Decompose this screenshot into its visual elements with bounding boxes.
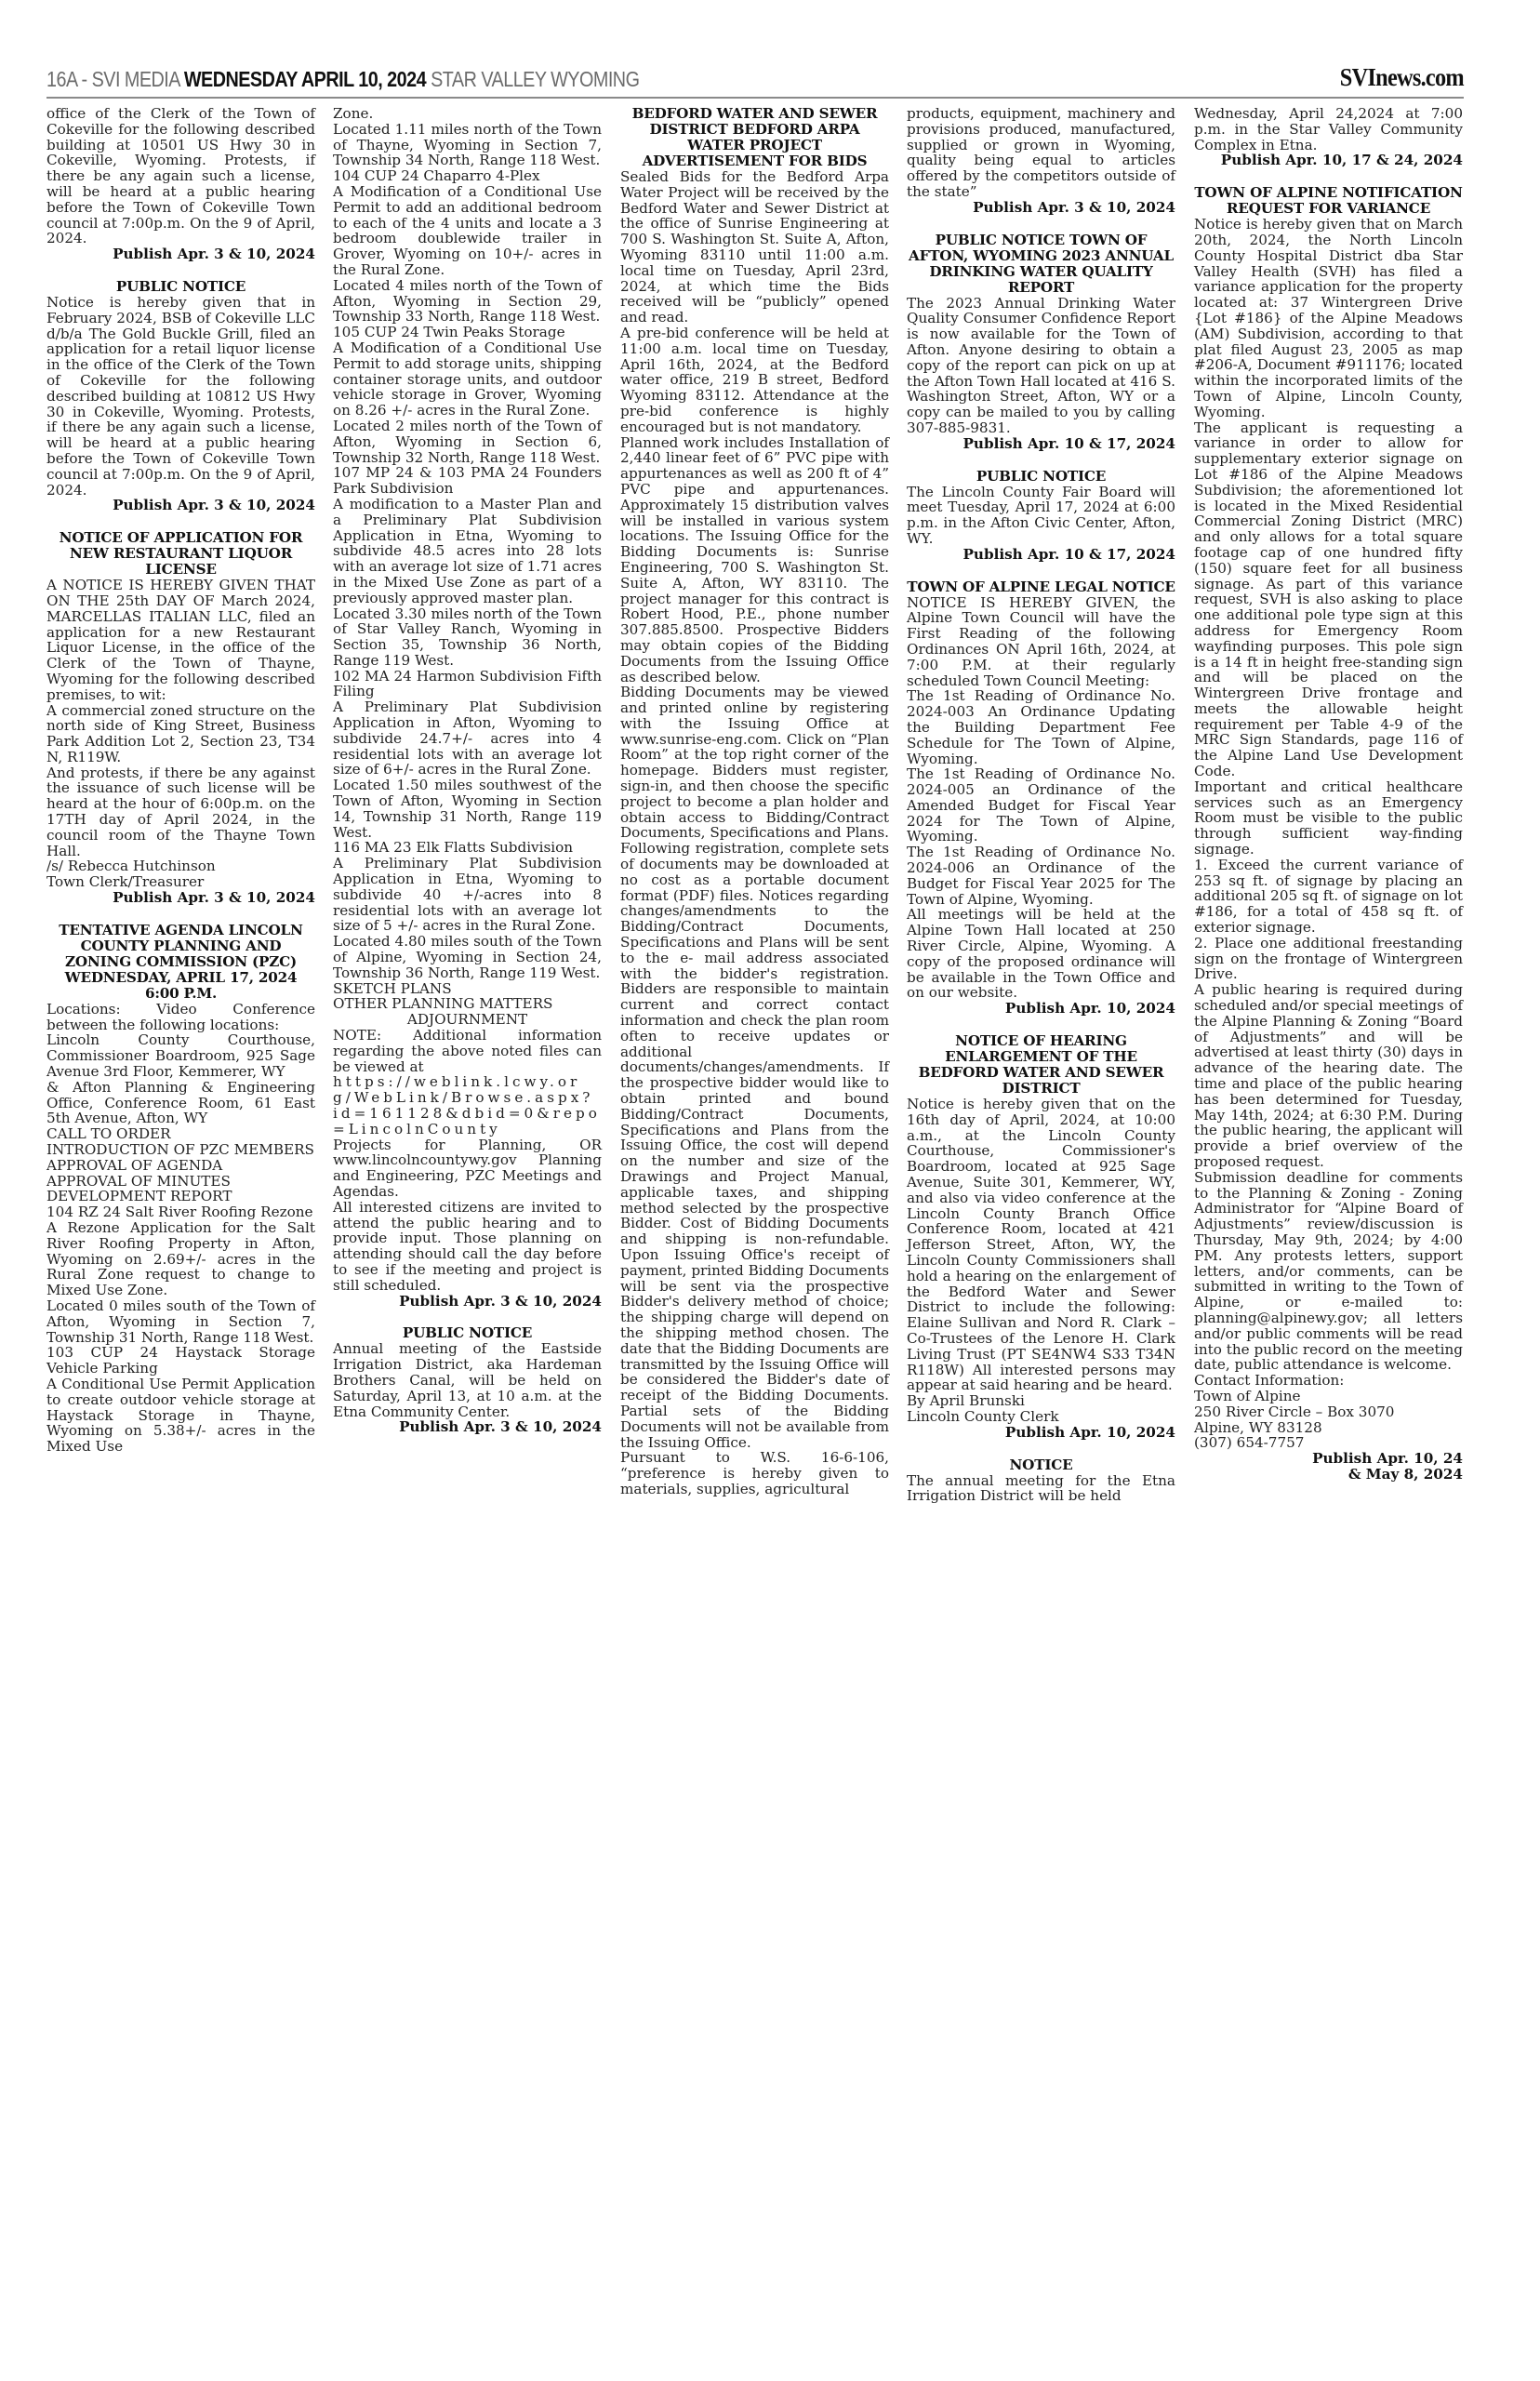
notice-paragraph: 107 MP 24 & 103 PMA 24 Founders Park Subdivision bbox=[333, 464, 602, 498]
notice-paragraph: The 2023 Annual Drinking Water Quality Consumer Confidence Report is now available for the Town of Afton. Anyone desiring to obtain a copy of the report can pick on up at the Afton Town Hall located at 416 S. Washington Street, Afton, WY or a copy can be mailed to you by calling 307-885-9831. bbox=[907, 294, 1175, 436]
publish-dates: Publish Apr. 10, 2024 bbox=[1004, 1000, 1175, 1018]
notice-headline: NOTICE OF HEARING ENLARGEMENT OF THE BEDFORD WATER AND SEWER DISTRICT bbox=[918, 1032, 1164, 1097]
notice-headline: PUBLIC NOTICE bbox=[402, 1324, 533, 1342]
notice-paragraph: 105 CUP 24 Twin Peaks Storage bbox=[333, 324, 565, 341]
notice-paragraph: The 1st Reading of Ordinance No. 2024-003 An Ordinance Updating the Building Department Fee Schedule for The Town of Alpine, Wyoming. bbox=[907, 687, 1175, 767]
publish-dates: Publish Apr. 3 & 10, 2024 bbox=[399, 1418, 602, 1436]
notice-paragraph: APPROVAL OF AGENDA bbox=[46, 1156, 223, 1174]
notice-paragraph: All interested citizens are invited to attend the public hearing and to provide input. Those planning on attending should call the day before to see if the meeting and project is still scheduled. bbox=[333, 1198, 602, 1294]
notice-paragraph: SKETCH PLANS bbox=[333, 979, 452, 997]
notice-paragraph: CALL TO ORDER bbox=[46, 1125, 171, 1143]
notice-paragraph: Town Clerk/Treasurer bbox=[46, 873, 205, 891]
notice-paragraph: Located 3.30 miles north of the Town of Star Valley Ranch, Wyoming in Section 35, Township 36 North, Range 119 West. bbox=[333, 605, 602, 669]
notice-paragraph: Locations: Video Conference between the following locations: bbox=[46, 1000, 315, 1033]
notice-paragraph: 102 MA 24 Harmon Subdivision Fifth Filing bbox=[333, 667, 602, 700]
notice-headline: TENTATIVE AGENDA LINCOLN COUNTY PLANNING AND ZONING COMMISSION (PZC) WEDNESDAY, APRIL 17, 2024 6:00 P.M. bbox=[59, 921, 303, 1002]
notice-paragraph: 104 RZ 24 Salt River Roofing Rezone bbox=[46, 1204, 313, 1221]
legal-notices-columns bbox=[46, 106, 1469, 2366]
notice-headline: TOWN OF ALPINE LEGAL NOTICE bbox=[907, 578, 1175, 595]
publish-dates: Publish Apr. 10, 17 & 24, 2024 bbox=[1220, 152, 1463, 169]
notice-paragraph: Notice is hereby given that on the 16th day of April, 2024, at 10:00 a.m., at the Lincoln County Courthouse, Commissioner's Boardroom, located at 925 Sage Avenue, Suite 301, Kemmerer, WY, and also via video conference at the Lincoln County Branch Office Conference Room, located at 421 Jefferson Street, Afton, WY, the Lincoln County Commissioners shall hold a hearing on the enlargement of the Bedford Water and Sewer District to include the following: Elaine Sullivan and Nord R. Clark – Co-Trustees of the Lenore H. Clark Living Trust (PT SE4NW4 S33 T34N R118W) All interested persons may appear at said hearing and be heard. bbox=[907, 1096, 1175, 1394]
notice-paragraph: Notice is hereby given that in February 2024, BSB of Cokeville LLC d/b/a The Gold Buckle Grill, filed an application for a retail liquor license in the office of the Clerk of the Town of Cokeville for the following described building at 10812 US Hwy 30 in Cokeville, Wyoming. Protests, if there be any again such a license, will be heard at a public hearing before the Town of Cokeville Town council at 7:00p.m. On the 9 of April, 2024. bbox=[46, 293, 315, 499]
notice-paragraph: APPROVAL OF MINUTES bbox=[46, 1172, 231, 1190]
notice-headline: PUBLIC NOTICE bbox=[115, 277, 246, 295]
publish-dates: Publish Apr. 3 & 10, 2024 bbox=[113, 497, 315, 514]
publish-dates: Publish Apr. 10, 2024 bbox=[1004, 1423, 1175, 1441]
notice-paragraph: And protests, if there be any against the issuance of such license will be heard at the hour of 6:00p.m. on the 17TH day of April 2024, in the council room of the Thayne Town Hall. bbox=[46, 764, 315, 859]
notice-paragraph: OTHER PLANNING MATTERS bbox=[333, 995, 553, 1013]
notice-paragraph: Pursuant to W.S. 16-6-106, “preference is hereby given to materials, supplies, agricultural bbox=[620, 1449, 889, 1497]
notice-paragraph: The annual meeting for the Etna Irrigation District will be held bbox=[907, 1471, 1175, 1505]
notice-paragraph: 116 MA 23 Elk Flatts Subdivision bbox=[333, 839, 574, 857]
publish-dates: Publish Apr. 3 & 10, 2024 bbox=[399, 1292, 602, 1310]
notice-paragraph: A Conditional Use Permit Application to create outdoor vehicle storage at Haystack Storage in Thayne, Wyoming on 5.38+/- acres in the Mixed Use bbox=[46, 1375, 315, 1456]
publish-dates: Publish Apr. 10 & 17, 2024 bbox=[962, 434, 1175, 452]
notice-paragraph: 2. Place one additional freestanding sign on the frontage of Wintergreen Drive. bbox=[1194, 934, 1463, 983]
notice-headline: PUBLIC NOTICE TOWN OF AFTON, WYOMING 2023 ANNUAL DRINKING WATER QUALITY REPORT bbox=[909, 231, 1174, 296]
notice-paragraph: The 1st Reading of Ordinance No. 2024-005 an Ordinance of the Amended Budget for Fiscal Year 2024 for The Town of Alpine, Wyoming. bbox=[907, 765, 1175, 845]
notice-paragraph: Planned work includes Installation of 2,440 linear feet of 6” PVC pipe with appurtenances as well as 200 ft of 4” PVC pipe and appurtenances. Approximately 15 distribution valves will be installed in various system locations. The Issuing Office for the Bidding Documents is: Sunrise Engineering, 700 S. Washington St. Suite A, Afton, WY 83110. The project manager for this contract is Robert Hood, P.E., phone number 307.885.8500. Prospective Bidders may obtain copies of the Bidding Documents from the Issuing Office as described below. bbox=[620, 433, 889, 685]
page-section: 16A - SVI MEDIA bbox=[46, 67, 179, 91]
issue-date: WEDNESDAY APRIL 10, 2024 bbox=[183, 67, 427, 91]
notice-headline: TOWN OF ALPINE NOTIFICATION REQUEST FOR VARIANCE bbox=[1194, 184, 1463, 218]
notice-paragraph: /s/ Rebecca Hutchinson bbox=[46, 858, 216, 875]
notice-paragraph: A Preliminary Plat Subdivision Application in Afton, Wyoming to subdivide 24.7+/- acres into 4 residential lots with an average lot size of 6+/- acres in the Rural Zone. bbox=[333, 698, 602, 778]
column-1 bbox=[46, 106, 315, 1455]
notice-paragraph: All meetings will be held at the Alpine Town Hall located at 250 River Circle, Alpine, Wyoming. A copy of the proposed ordinance will be available in the Town Office and on our website. bbox=[907, 906, 1175, 1002]
site-name: SVInews.com bbox=[1339, 63, 1464, 91]
notice-paragraph: Wednesday, April 24,2024 at 7:00 p.m. in the Star Valley Community Complex in Etna. bbox=[1194, 105, 1463, 153]
publish-dates: Publish Apr. 10, 24 bbox=[1312, 1450, 1463, 1468]
column-5 bbox=[1194, 106, 1463, 1483]
reference-url: https://weblink.lcwy.org/WebLink/Browse.aspx?id=161128&dbid=0&repo=LincolnCounty bbox=[333, 1073, 601, 1137]
notice-paragraph: Bidding Documents may be viewed and printed online by registering with the Issuing Office at www.sunrise-eng.com. Click on “Plan Room” at the top right corner of the homepage. Bidders must register, sign-in, and then choose the specific project to become a plan holder and obtain access to Bidding/Contract Documents, Specifications and Plans. Following registration, complete sets of documents may be downloaded at no cost as a portable document format (PDF) files. Notices regarding changes/amendments to the Bidding/Contract Documents, Specifications and Plans will be sent to the e- mail address associated with the bidder's registration. Bidders are responsible to maintain current and correct contact information and check the plan room often to receive updates or additional documents/changes/amendments. If the prospective bidder would like to obtain printed and bound Bidding/Contract Documents, Specifications and Plans from the Issuing Office, the cost will depend on the number and size of the Drawings and Project Manual, applicable taxes, and shipping method selected by the prospective Bidder. Cost of Bidding Documents and shipping is non-refundable. Upon Issuing Office's receipt of payment, printed Bidding Documents will be sent via the prospective Bidder's delivery method of choice; the shipping charge will depend on the shipping method chosen. The date that the Bidding Documents are transmitted by the Issuing Office will be considered the Bidder's date of receipt of the Bidding Documents. Partial sets of the Bidding Documents will not be available from the Issuing Office. bbox=[620, 684, 889, 1451]
notice-paragraph: A NOTICE IS HEREBY GIVEN THAT ON THE 25th DAY OF March 2024, MARCELLAS ITALIAN LLC, filed an application for a new Restaurant Liquor License, in the office of the Clerk of the Town of Thayne, Wyoming for the following described premises, to wit: bbox=[46, 577, 315, 703]
notice-paragraph: Zone. bbox=[333, 105, 374, 122]
page-masthead bbox=[46, 63, 1464, 99]
notice-paragraph: Notice is hereby given that on March 20th, 2024, the North Lincoln County Hospital District dba Star Valley Health (SVH) has filed a variance application for the property located at: 37 Wintergreen Drive {Lot #186} of the Alpine Meadows (AM) Subdivision, according to that plat filed August 23, 2005 as map #206-A, Document #911176; located within the incorporated limits of the Town of Alpine, Lincoln County, Wyoming. bbox=[1194, 216, 1463, 420]
publish-dates: Publish Apr. 3 & 10, 2024 bbox=[973, 198, 1175, 216]
notice-paragraph: A Preliminary Plat Subdivision Application in Etna, Wyoming to subdivide 40 +/-acres into 8 residential lots with an average lot size of 5 +/- acres in the Rural Zone. bbox=[333, 855, 602, 935]
notice-paragraph: Located 0 miles south of the Town of Afton, Wyoming in Section 7, Township 31 North, Range 118 West. bbox=[46, 1297, 315, 1346]
notice-paragraph: A Modification of a Conditional Use Permit to add an additional bedroom to each of the 4 units and locate a 3 bedroom doublewide trailer in Grover, Wyoming on 10+/- acres in the Rural Zone. bbox=[333, 182, 602, 278]
notice-paragraph: Located 1.11 miles north of the Town of Thayne, Wyoming in Section 7, Township 34 North, Range 118 West. bbox=[333, 120, 602, 169]
notice-paragraph: A commercial zoned structure on the north side of King Street, Business Park Addition Lot 2, Section 23, T34 N, R119W. bbox=[46, 701, 315, 765]
notice-paragraph: By April Brunski bbox=[907, 1392, 1025, 1410]
notice-paragraph: Lincoln County Courthouse, Commissioner Boardroom, 925 Sage Avenue 3rd Floor, Kemmerer, WY bbox=[46, 1031, 315, 1081]
notice-paragraph: The 1st Reading of Ordinance No. 2024-006 an Ordinance of the Budget for Fiscal Year 2025 for The Town of Alpine, Wyoming. bbox=[907, 844, 1175, 908]
notice-paragraph: A public hearing is required during scheduled and/or special meetings of the Alpine Planning & Zoning “Board of Adjustments” and will be advertised at least thirty (30) days in advance of the hearing date. The time and place of the public hearing has been determined for Tuesday, May 14th, 2024; at 6:30 P.M. During the public hearing, the applicant will provide a brief overview of the proposed request. bbox=[1194, 981, 1463, 1170]
notice-paragraph: A modification to a Master Plan and a Preliminary Plat Subdivision Application in Etna, Wyoming to subdivide 48.5 acres into 28 lots with an average lot size of 1.71 acres in the Mixed Use Zone as part of a previously approved master plan. bbox=[333, 495, 602, 606]
notice-paragraph: The Lincoln County Fair Board will meet Tuesday, April 17, 2024 at 6:00 p.m. in the Afton Civic Center, Afton, WY. bbox=[907, 483, 1175, 547]
notice-paragraph: Lincoln County Clerk bbox=[907, 1407, 1059, 1425]
notice-paragraph: 250 River Circle – Box 3070 bbox=[1194, 1403, 1395, 1420]
notice-paragraph: Sealed Bids for the Bedford Arpa Water Project will be received by the Bedford Water and Sewer District at the office of Sunrise Engineering at 700 S. Washington St. Suite A, Afton, Wyoming 83110 until 11:00 a.m. local time on Tuesday, April 23rd, 2024, at which time the Bids received will be “publicly” opened and read. bbox=[620, 168, 889, 326]
column-2 bbox=[333, 106, 602, 1435]
notice-paragraph: Important and critical healthcare services such as an Emergency Room must be visible to the public through sufficient way-finding signage. bbox=[1194, 778, 1463, 858]
notice-paragraph: Submission deadline for comments to the Planning & Zoning - Zoning Administrator for “Alpine Board of Adjustments” review/discussion is Thursday, May 9th, 2024; by 4:00 PM. Any protests letters, support letters, and/or comments, can be submitted in writing to the Town of Alpine, or e-mailed to: planning@alpinewy.gov; all letters and/or public comments will be read into the public record on the meeting date, public attendance is welcome. bbox=[1194, 1168, 1463, 1374]
publish-dates: Publish Apr. 10 & 17, 2024 bbox=[962, 545, 1175, 563]
notice-headline: NOTICE OF APPLICATION FOR NEW RESTAURANT LIQUOR LICENSE bbox=[59, 529, 303, 579]
notice-paragraph: DEVELOPMENT REPORT bbox=[46, 1188, 232, 1205]
notice-paragraph: The applicant is requesting a variance in order to allow for supplementary exterior signage on Lot #186 of the Alpine Meadows Subdivision; the aforementioned lot is located in the Mixed Residential Commercial Zoning District (MRC) and only allows for a total square footage cap of one hundred fifty (150) square feet for all business signage. As part of this variance request, SVH is also asking to place one additional pole type sign at this address for Emergency Room wayfinding purposes. This pole sign is a 14 ft in height free-standing sign and will be placed on the Wintergreen Drive frontage and meets the allowable height requirement per Table 4-9 of the MRC Sign Standards, page 116 of the Alpine Land Use Development Code. bbox=[1194, 419, 1463, 780]
publish-dates: Publish Apr. 3 & 10, 2024 bbox=[113, 246, 315, 263]
notice-headline: BEDFORD WATER AND SEWER DISTRICT BEDFORD ARPA WATER PROJECT ADVERTISEMENT FOR BIDS bbox=[631, 105, 878, 169]
notice-headline: NOTICE bbox=[1009, 1456, 1073, 1473]
notice-paragraph: 103 CUP 24 Haystack Storage Vehicle Parking bbox=[46, 1344, 315, 1377]
notice-paragraph: NOTICE IS HEREBY GIVEN, the Alpine Town Council will have the First Reading of the following Ordinances ON April 16th, 2024, at 7:00 P.M. at their regularly scheduled Town Council Meeting: bbox=[907, 593, 1175, 689]
column-4 bbox=[907, 106, 1175, 1504]
publish-dates: & May 8, 2024 bbox=[1348, 1465, 1463, 1483]
notice-paragraph: A Rezone Application for the Salt River Roofing Property in Afton, Wyoming on 2.69+/- acres in the Rural Zone request to change to Mixed Use Zone. bbox=[46, 1219, 315, 1299]
agenda-item: ADJOURNMENT bbox=[406, 1011, 528, 1029]
notice-paragraph: Located 4.80 miles south of the Town of Alpine, Wyoming in Section 24, Township 36 North, Range 119 West. bbox=[333, 933, 602, 981]
notice-paragraph: Contact Information: bbox=[1194, 1372, 1345, 1390]
notice-paragraph: A pre-bid conference will be held at 11:00 a.m. local time on Tuesday, April 16th, 2024, at the Bedford water office, 219 B street, Bedford Wyoming 83112. Attendance at the pre-bid conference is highly encouraged but is not mandatory. bbox=[620, 324, 889, 435]
publish-dates: Publish Apr. 3 & 10, 2024 bbox=[113, 889, 315, 907]
notice-paragraph: Located 1.50 miles southwest of the Town of Afton, Wyoming in Section 14, Township 31 North, Range 119 West. bbox=[333, 777, 602, 841]
notice-paragraph: A Modification of a Conditional Use Permit to add storage units, shipping container storage units, and outdoor vehicle storage in Grover, Wyoming on 8.26 +/- acres in the Rural Zone. bbox=[333, 339, 602, 419]
notice-paragraph: Projects for Planning, OR www.lincolncountywy.gov Planning and Engineering, PZC Meetings and Agendas. bbox=[333, 1136, 602, 1200]
notice-paragraph: Located 4 miles north of the Town of Afton, Wyoming in Section 29, Township 33 North, Range 118 West. bbox=[333, 276, 602, 326]
notice-paragraph: INTRODUCTION OF PZC MEMBERS bbox=[46, 1141, 314, 1159]
notice-paragraph: Annual meeting of the Eastside Irrigation District, aka Hardeman Brothers Canal, will be held on Saturday, April 13, at 10 a.m. at the Etna Community Center. bbox=[333, 1340, 602, 1420]
notice-paragraph: Located 2 miles north of the Town of Afton, Wyoming in Section 6, Township 32 North, Range 118 West. bbox=[333, 417, 602, 466]
notice-paragraph: Alpine, WY 83128 bbox=[1194, 1418, 1322, 1436]
notice-paragraph: products, equipment, machinery and provisions produced, manufactured, supplied or grown in Wyoming, quality being equal to articles offered by the competitors outside of the state” bbox=[907, 105, 1175, 200]
column-3 bbox=[620, 106, 889, 1497]
publication-location: STAR VALLEY WYOMING bbox=[431, 67, 640, 91]
notice-paragraph: (307) 654-7757 bbox=[1194, 1434, 1305, 1452]
notice-paragraph: 104 CUP 24 Chaparro 4-Plex bbox=[333, 167, 540, 185]
notice-paragraph: & Afton Planning & Engineering Office, Conference Room, 61 East 5th Avenue, Afton, WY bbox=[46, 1078, 315, 1127]
notice-headline: PUBLIC NOTICE bbox=[976, 467, 1107, 485]
notice-paragraph: 1. Exceed the current variance of 253 sq ft. of signage by placing an additional 205 sq ft. of signage on lot #186, for a total of 458 sq ft. of exterior signage. bbox=[1194, 856, 1463, 937]
notice-paragraph: Town of Alpine bbox=[1194, 1387, 1301, 1404]
notice-paragraph: NOTE: Additional information regarding the above noted files can be viewed at bbox=[333, 1027, 602, 1075]
notice-paragraph: office of the Clerk of the Town of Cokeville for the following described building at 10501 US Hwy 30 in Cokeville, Wyoming. Protests, if there be any again such a license, will be heard at a public hearing before the Town of Cokeville Town council at 7:00p.m. On the 9 of April, 2024. bbox=[46, 105, 315, 247]
masthead-dateline bbox=[46, 67, 639, 92]
